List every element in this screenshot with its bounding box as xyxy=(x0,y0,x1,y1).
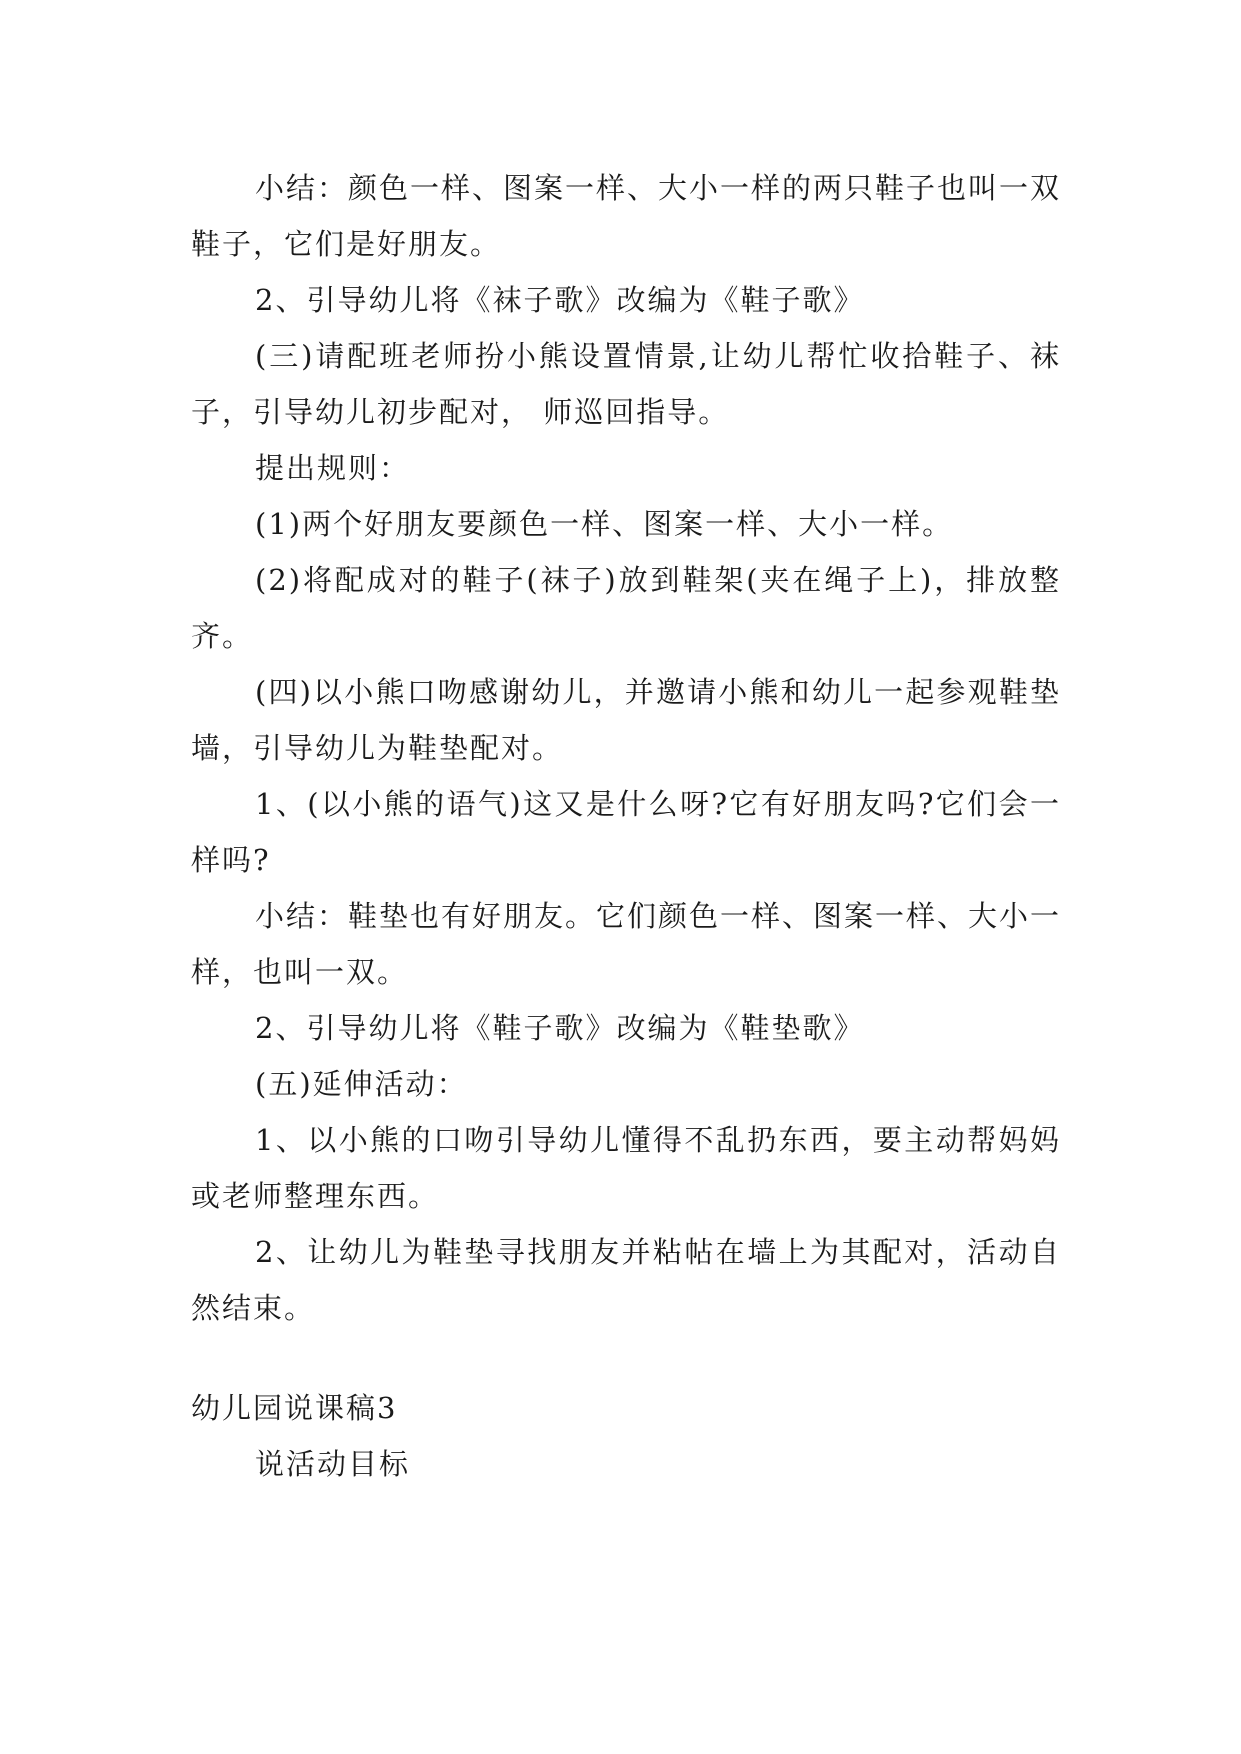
paragraph-rules-heading: 提出规则： xyxy=(255,451,411,485)
paragraph-step-1-insoles: 1、(以小熊的语气)这又是什么呀?它有好朋友吗?它们会一样吗? xyxy=(191,787,1061,877)
paragraph-part-4: (四)以小熊口吻感谢幼儿，并邀请小熊和幼儿一起参观鞋垫墙，引导幼儿为鞋垫配对。 xyxy=(191,675,1061,765)
document-page xyxy=(191,160,1061,1492)
paragraph-extension-1: 1、以小熊的口吻引导幼儿懂得不乱扔东西，要主动帮妈妈或老师整理东西。 xyxy=(191,1123,1061,1213)
sub-heading: 说活动目标 xyxy=(255,1447,411,1481)
paragraph-step-2-shoe-song: 2、引导幼儿将《袜子歌》改编为《鞋子歌》 xyxy=(255,283,865,317)
section-title: 幼儿园说课稿3 xyxy=(191,1391,398,1425)
paragraph-part-3: (三)请配班老师扮小熊设置情景,让幼儿帮忙收拾鞋子、袜子，引导幼儿初步配对， 师巡回指导。 xyxy=(191,339,1061,429)
paragraph-summary-shoes: 小结：颜色一样、图案一样、大小一样的两只鞋子也叫一双鞋子，它们是好朋友。 xyxy=(191,171,1062,261)
paragraph-summary-insoles: 小结：鞋垫也有好朋友。它们颜色一样、图案一样、大小一样，也叫一双。 xyxy=(191,899,1062,989)
paragraph-extension-2: 2、让幼儿为鞋垫寻找朋友并粘帖在墙上为其配对，活动自然结束。 xyxy=(191,1235,1061,1325)
paragraph-step-2-insole-song: 2、引导幼儿将《鞋子歌》改编为《鞋垫歌》 xyxy=(255,1011,865,1045)
paragraph-rule-1: (1)两个好朋友要颜色一样、图案一样、大小一样。 xyxy=(255,507,954,541)
paragraph-rule-2: (2)将配成对的鞋子(袜子)放到鞋架(夹在绳子上)，排放整齐。 xyxy=(191,563,1061,653)
paragraph-part-5: (五)延伸活动： xyxy=(255,1067,468,1101)
